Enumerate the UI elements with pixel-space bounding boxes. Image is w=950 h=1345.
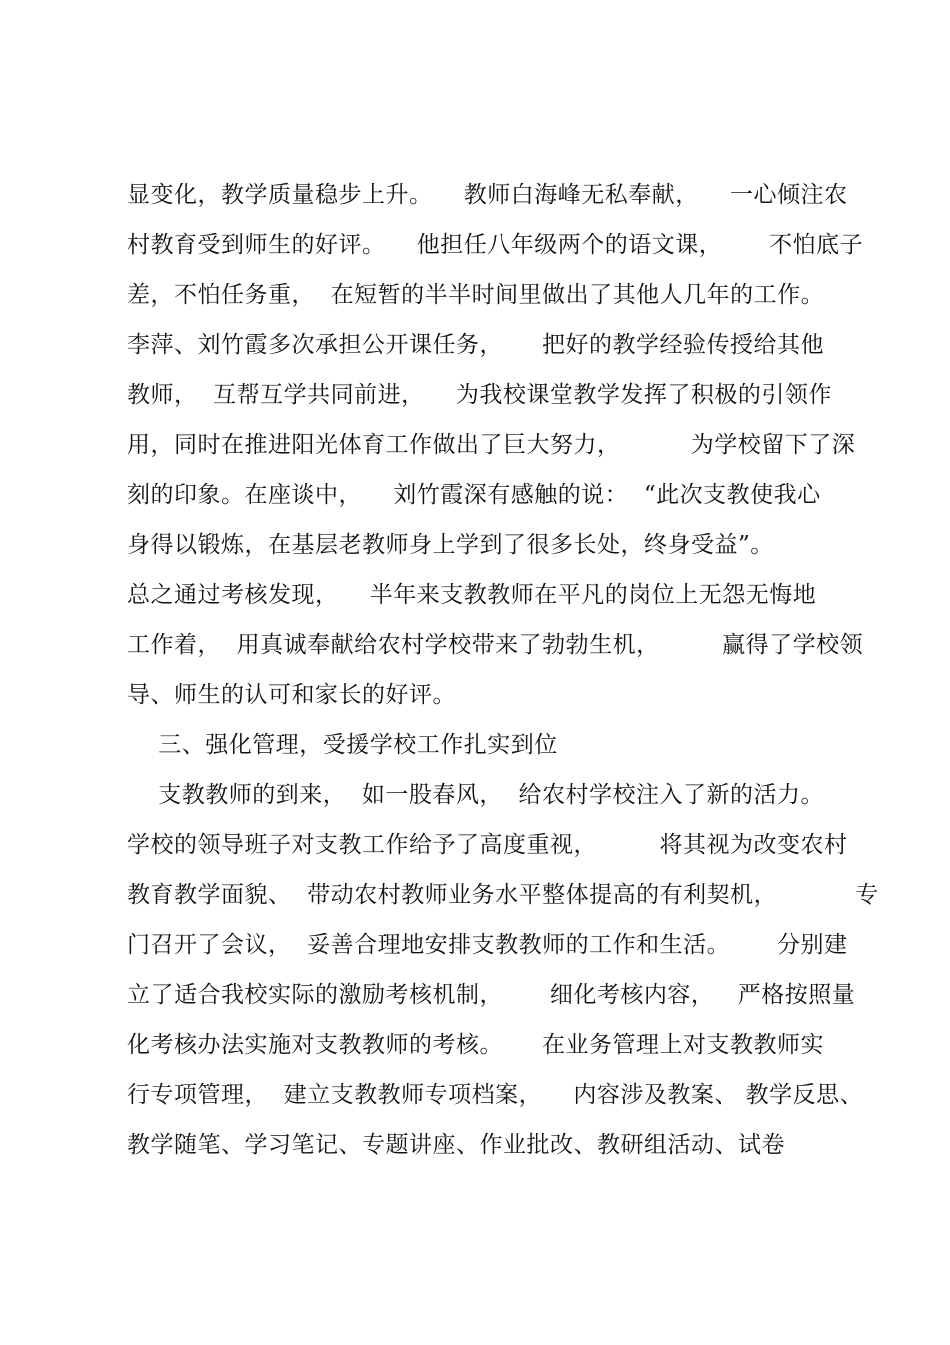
text-line: 差，不怕任务重， 在短暂的半半时间里做出了其他人几年的工作。 (127, 282, 825, 308)
text-line: 李萍、刘竹霞多次承担公开课任务， 把好的教学经验传授给其他 (127, 332, 825, 358)
text-line: 支教教师的到来， 如一股春风， 给农村学校注入了新的活力。 (127, 782, 824, 808)
text-line: 学校的领导班子对支教工作给予了高度重视， 将其视为改变农村 (127, 832, 848, 858)
text-line: 立了适合我校实际的激励考核机制， 细化考核内容， 严格按照量 (127, 982, 856, 1008)
text-line: 教育教学面貌、 带动农村教师业务水平整体提高的有利契机， 专 (127, 882, 879, 908)
text-line: 教师， 互帮互学共同前进， 为我校课堂教学发挥了积极的引领作 (127, 382, 832, 408)
text-line: 总之通过考核发现， 半年来支教教师在平凡的岗位上无怨无悔地 (127, 582, 817, 608)
text-line: 工作着， 用真诚奉献给农村学校带来了勃勃生机， 赢得了学校领 (127, 632, 864, 658)
section-heading: 三、强化管理，受援学校工作扎实到位 (127, 732, 558, 758)
text-line: 身得以锻炼，在基层老教师身上学到了很多长处，终身受益”。 (127, 532, 774, 558)
text-line: 门召开了会议， 妥善合理地安排支教教师的工作和生活。 分别建 (127, 932, 848, 958)
text-line: 化考核办法实施对支教教师的考核。 在业务管理上对支教教师实 (127, 1032, 825, 1058)
text-line: 村教育受到师生的好评。 他担任八年级两个的语文课， 不怕底子 (127, 232, 864, 258)
text-line: 导、师生的认可和家长的好评。 (127, 682, 456, 708)
text-line: 刻的印象。在座谈中， 刘竹霞深有感触的说： “此次支教使我心 (127, 482, 821, 508)
text-line: 教学随笔、学习笔记、专题讲座、作业批改、教研组活动、试卷 (127, 1132, 785, 1158)
text-line: 用，同时在推进阳光体育工作做出了巨大努力， 为学校留下了深 (127, 432, 856, 458)
text-line: 显变化，教学质量稳步上升。 教师白海峰无私奉献， 一心倾注农 (127, 182, 848, 208)
text-line: 行专项管理， 建立支教教师专项档案， 内容涉及教案、 教学反思、 (127, 1082, 864, 1108)
